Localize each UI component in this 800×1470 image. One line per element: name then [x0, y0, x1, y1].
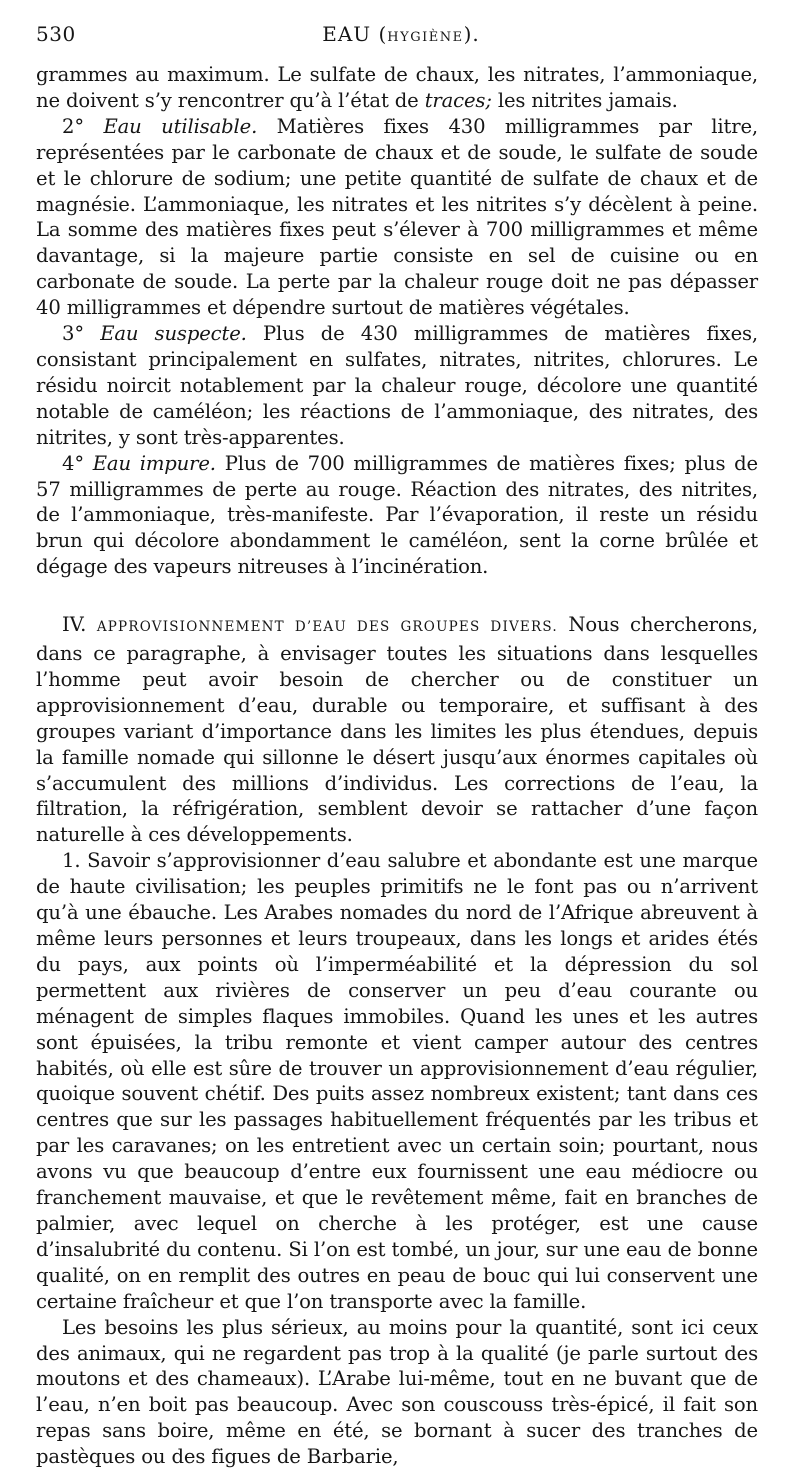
section-iv-title: APPROVISIONNEMENT D’EAU DES GROUPES DIVERS.	[96, 619, 558, 636]
heading-eau-impure: Eau impure.	[92, 451, 216, 475]
paragraph-eau-suspecte: 3° Eau suspecte. Plus de 430 milligrammes de matières fixes, consistant principalement en sulfates, nitrates, nitrites, chlorures. Le résidu noircit notablement par la chaleur rouge, décolore une quantité notable de caméléon; les réactions de l’ammoniaque, des nitrates, des nitrites, y sont très-apparentes.	[36, 322, 759, 449]
running-title-open: (	[371, 22, 388, 46]
paragraph-eau-impure: 4° Eau impure. Plus de 700 milligrammes de matières fixes; plus de 57 milligrammes de perte au rouge. Réaction des nitrates, des nitrites, de l’ammoniaque, très-manifeste. Par l’évaporation, il reste un résidu brun qui décolore abondamment le caméléon, sent la corne brûlée et dégage des vapeurs nitreuses à l’incinération.	[36, 451, 758, 579]
running-title-subject: HYGIÈNE	[387, 30, 464, 45]
paragraph-1: 1. Savoir s’approvisionner d’eau salubre et abondante est une marque de haute civilisation; les peuples primitifs ne le font pas ou n’arrivent qu’à une ébauche. Les Arabes nomades du nord de l’Afrique abreuvent à même leurs personnes et leurs troupeaux, dans les longs et arides étés du pays, aux points où l’imperméabilité et la dépression du sol permettent aux rivières de conserver un peu d’eau courante ou ménagent de simples flaques immobiles. Quand les unes et les autres sont épuisées, la tribu remonte et vient camper autour des centres habités, où elle est sûre de trouver un approvisionnement d’eau régulier, quoique souvent chétif. Des puits assez nombreux existent; tant dans ces centres que sur les passages habituellement fréquentés par les tribus et par les caravanes; on les entretient avec un certain soin; pourtant, nous avons vu que beaucoup d’entre eux fournissent une eau médiocre ou franchement mauvaise, et que le revêtement même, fait en branches de palmier, avec lequel on cherche à les protéger, est une cause d’insalubrité du contenu. Si l’on est tombé, un jour, sur une eau de bonne qualité, on en remplit des outres en peau de bouc qui lui conservent une certaine fraîcheur et que l’on transporte avec la famille.	[36, 849, 758, 1313]
heading-eau-suspecte: Eau suspecte.	[100, 322, 247, 346]
body-text	[36, 62, 758, 1470]
section-spacer	[36, 580, 758, 612]
emphasis-traces: traces;	[424, 88, 492, 112]
running-title-main: EAU	[322, 22, 372, 46]
running-title-close: ).	[463, 22, 480, 46]
heading-eau-utilisable: Eau utilisable.	[103, 114, 258, 138]
page-number: 530	[36, 22, 76, 46]
paragraph-besoins: Les besoins les plus sérieux, au moins pour la quantité, sont ici ceux des animaux, qui ne regardent pas trop à la qualité (je parle surtout des moutons et des chameaux). L’Arabe lui-même, tout en ne buvant que de l’eau, n’en boit pas beaucoup. Avec son couscouss très-épicé, il fait son repas sans boire, même en été, se bornant à sucer des tranches de pastèques ou des figues de Barbarie,	[36, 1315, 758, 1469]
paragraph-continuation: grammes au maximum. Le sulfate de chaux, les nitrates, l’ammoniaque, ne doivent s’y rencontrer qu’à l’état de traces; les nitrites jamais.	[36, 63, 758, 112]
running-head	[36, 14, 766, 54]
paragraph-eau-utilisable: 2° Eau utilisable. Matières fixes 430 milligrammes par litre, représentées par le carbonate de chaux et de soude, le sulfate de soude et le chlorure de sodium; une petite quantité de sulfate de chaux et de magnésie. L’ammoniaque, les nitrates et les nitrites s’y décèlent à peine. La somme des matières fixes peut s’élever à 700 milligrammes et même davantage, si la majeure partie consiste en sel de cuisine ou en carbonate de soude. La perte par la chaleur rouge doit ne pas dépasser 40 milligrammes et dépendre surtout de matières végétales.	[36, 114, 759, 320]
section-iv-intro: IV. APPROVISIONNEMENT D’EAU DES GROUPES DIVERS. Nous chercherons, dans ce paragraphe, à envisager toutes les situations dans lesquelles l’homme peut avoir besoin de chercher ou de constituer un approvisionnement d’eau, durable ou temporaire, et suffisant à des groupes variant d’importance dans les limites les plus étendues, depuis la famille nomade qui sillonne le désert jusqu’aux énormes capitales où s’accumulent des millions d’individus. Les corrections de l’eau, la filtration, la réfrigération, semblent devoir se rattacher d’une façon naturelle à ces développements.	[36, 613, 758, 847]
running-title	[36, 14, 766, 58]
